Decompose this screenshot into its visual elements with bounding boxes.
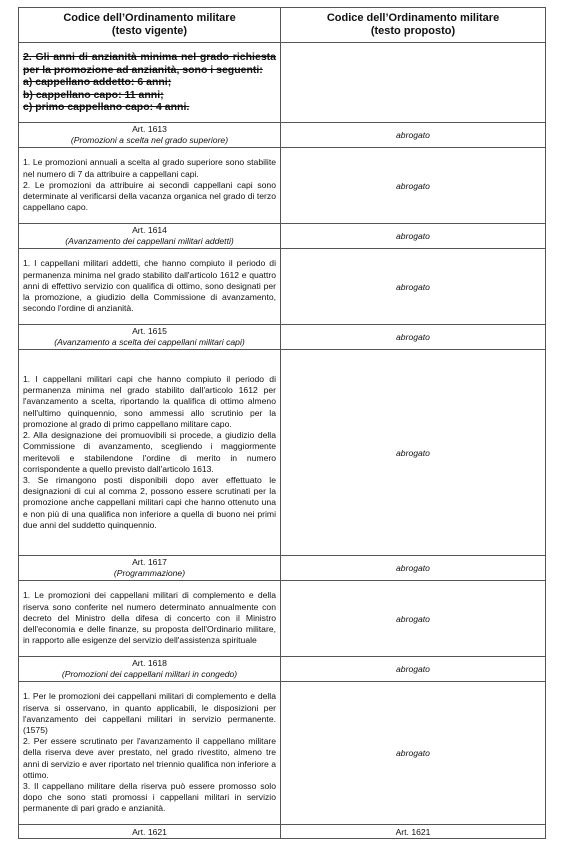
table-row	[19, 325, 546, 350]
abrogato-label: abrogato	[281, 325, 546, 350]
article-body: 1. Le promozioni annuali a scelta al grado superiore sono stabilite nel numero di 7 da attribuire a cappellani capi. 2. Le promozioni da attribuire ai secondi cappellani capi sono determinate al verificarsi della vacanza organica nel grado di terzo cappellano capo.	[19, 148, 281, 224]
table-header-row	[19, 8, 546, 43]
article-body: 1. Per le promozioni dei cappellani militari di complemento e della riserva si osservano, in quanto applicabili, le disposizioni per l'avanzamento dei cappellani militari in servizio permanente. (1575) 2. Per essere scrutinato per l'avanzamento il cappellano militare della riserva deve aver prestato, nel grado rivestito, almeno tre anni di servizio e aver riportato nel triennio qualifica non inferiore a ottimo. 3. Il cappellano militare della riserva può essere promosso solo dopo che sono stati promossi i cappellani militari in servizio permanente di pari grado e anzianità.	[19, 682, 281, 825]
table-row	[19, 581, 546, 657]
table-row	[19, 123, 546, 148]
struck-line: 2. Gli anni di anzianità minima nel grado richiesta per la promozione ad anzianità, sono i seguenti:	[23, 51, 276, 76]
table-row	[19, 556, 546, 581]
article-heading: Art. 1617 (Programmazione)	[19, 556, 281, 581]
table-row	[19, 43, 546, 123]
table-row	[19, 148, 546, 224]
empty-cell	[281, 43, 546, 123]
article-heading: Art. 1621	[19, 825, 281, 839]
comparison-table	[18, 7, 546, 839]
abrogato-label: abrogato	[281, 224, 546, 249]
abrogato-label: abrogato	[281, 581, 546, 657]
article-body: 1. I cappellani militari capi che hanno compiuto il periodo di permanenza minima nel grado stabilito dall'articolo 1612 per l'avanzamento a scelta, riportando la qualifica di ottimo almeno nell'ultimo quinquennio, sono ammessi allo scrutinio per la promozione al grado di primo cappellano militare capo. 2. Alla designazione dei promuovibili si procede, a giudizio della Commissione di avanzamento, scegliendo i maggiormente meritevoli e stabilendone l'ordine di merito in numero corrispondente a quello previsto dall'articolo 1613. 3. Se rimangono posti disponibili dopo aver effettuato le designazioni di cui al comma 2, possono essere scrutinati per la promozione anche cappellani militari capi che hanno ottenuto una e non più di una qualifica non inferiore a quella di buono nei primi due anni del suddetto quinquennio.	[19, 350, 281, 556]
article-body: 1. Le promozioni dei cappellani militari di complemento e della riserva sono conferite nel numero determinato annualmente con decreto del Ministro della difesa di concerto con il Ministro dell'economia e delle finanze, su proposta dell'Ordinario militare, in rapporto alle esigenze del servizio dell'assistenza spirituale	[19, 581, 281, 657]
header-proposed-text: Codice dell’Ordinamento militare (testo proposto)	[281, 8, 546, 43]
abrogato-label: abrogato	[281, 249, 546, 325]
article-body: 1. I cappellani militari addetti, che hanno compiuto il periodo di permanenza minima nel grado stabilito dall'articolo 1612 e quattro anni di effettivo servizio con qualifica di ottimo, sono designati per la promozione, a giudizio della Commissione di avanzamento, secondo l'ordine di anzianità.	[19, 249, 281, 325]
abrogato-label: abrogato	[281, 123, 546, 148]
table-row	[19, 224, 546, 249]
table-row	[19, 825, 546, 839]
article-heading: Art. 1621	[281, 825, 546, 839]
table-row	[19, 249, 546, 325]
abrogato-label: abrogato	[281, 682, 546, 825]
article-heading: Art. 1613 (Promozioni a scelta nel grado superiore)	[19, 123, 281, 148]
struck-line: b) cappellano capo: 11 anni;	[23, 88, 164, 101]
article-heading: Art. 1614 (Avanzamento dei cappellani militari addetti)	[19, 224, 281, 249]
abrogato-label: abrogato	[281, 350, 546, 556]
table-row	[19, 657, 546, 682]
table-row	[19, 350, 546, 556]
table-row	[19, 682, 546, 825]
abrogato-label: abrogato	[281, 556, 546, 581]
header-current-text: Codice dell’Ordinamento militare (testo vigente)	[19, 8, 281, 43]
article-heading: Art. 1618 (Promozioni dei cappellani militari in congedo)	[19, 657, 281, 682]
struck-line: a) cappellano addetto: 6 anni;	[23, 76, 172, 89]
article-heading: Art. 1615 (Avanzamento a scelta dei cappellani militari capi)	[19, 325, 281, 350]
abrogato-label: abrogato	[281, 148, 546, 224]
abrogato-label: abrogato	[281, 657, 546, 682]
struck-comma-cell	[19, 43, 281, 123]
struck-line: c) primo cappellano capo: 4 anni.	[23, 101, 190, 114]
